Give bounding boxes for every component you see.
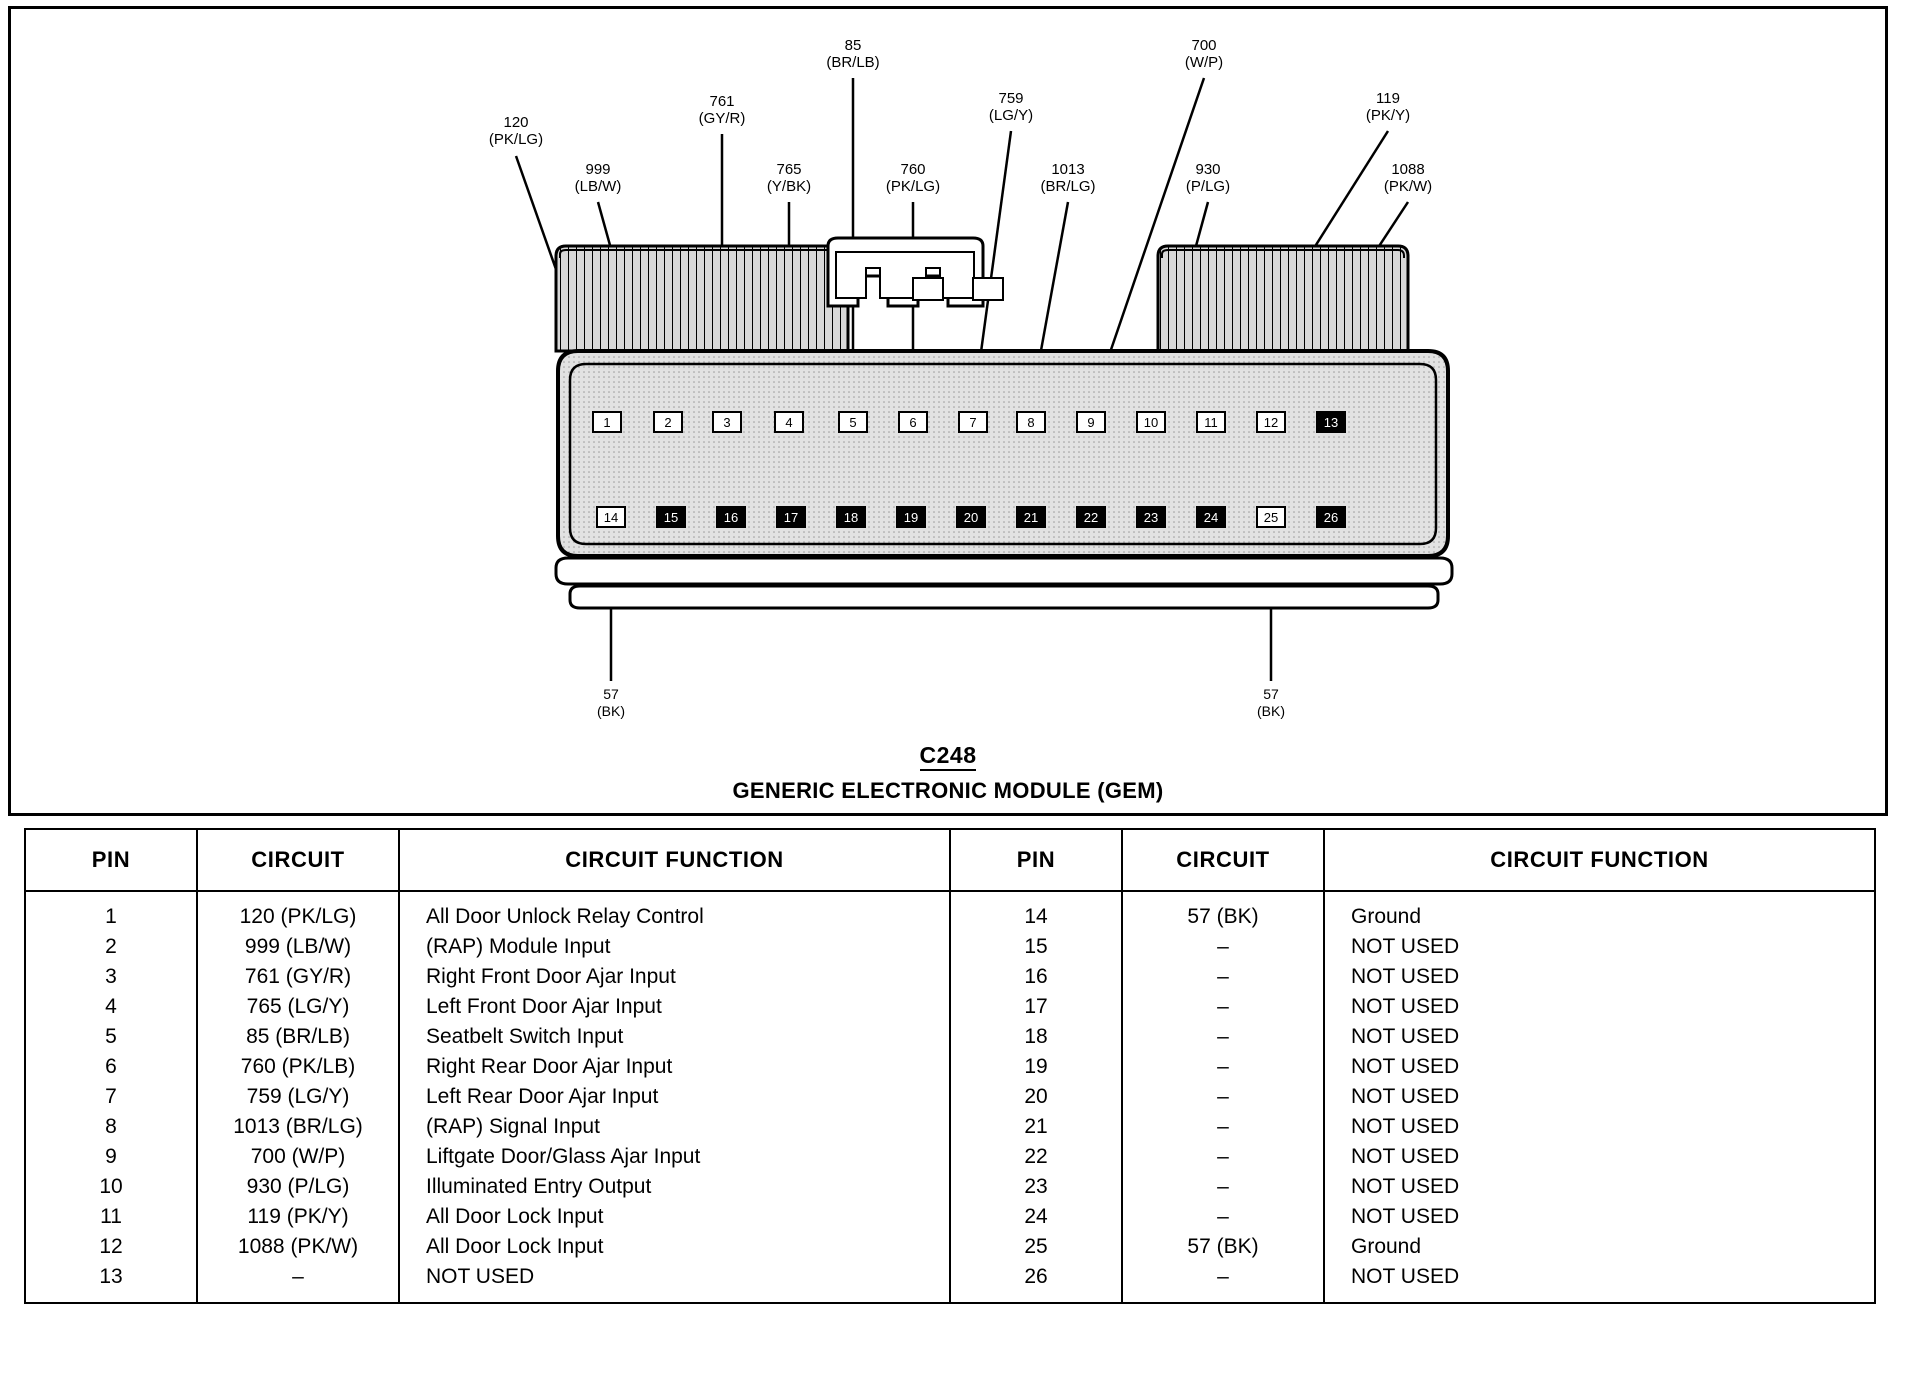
pin-box-17[interactable]: 17 <box>776 506 806 528</box>
cell-circuit-left: 759 (LG/Y) <box>197 1082 399 1112</box>
table-row <box>25 1082 1875 1112</box>
cell-function-right: NOT USED <box>1324 1022 1875 1052</box>
table-row <box>25 1262 1875 1303</box>
pin-box-22[interactable]: 22 <box>1076 506 1106 528</box>
table-row <box>25 1232 1875 1262</box>
cell-function-left: (RAP) Module Input <box>399 932 950 962</box>
callout-1088: 1088 (PK/W) <box>1383 161 1433 195</box>
table-row <box>25 932 1875 962</box>
pin-box-5[interactable]: 5 <box>838 411 868 433</box>
header-function-right: CIRCUIT FUNCTION <box>1324 829 1875 891</box>
cell-function-left: Right Front Door Ajar Input <box>399 962 950 992</box>
connector-id-text: C248 <box>920 742 977 771</box>
pin-box-7[interactable]: 7 <box>958 411 988 433</box>
pin-box-8[interactable]: 8 <box>1016 411 1046 433</box>
table-row <box>25 891 1875 932</box>
callout-85: 85 (BR/LB) <box>826 37 880 71</box>
pin-box-14[interactable]: 14 <box>596 506 626 528</box>
cell-pin-left: 1 <box>25 891 197 932</box>
cell-function-left: Liftgate Door/Glass Ajar Input <box>399 1142 950 1172</box>
callout-999: 999 (LB/W) <box>574 161 622 195</box>
pin-box-3[interactable]: 3 <box>712 411 742 433</box>
cell-pin-right: 14 <box>950 891 1122 932</box>
cell-circuit-right: – <box>1122 1052 1324 1082</box>
callout-119: 119 (PK/Y) <box>1365 90 1411 124</box>
table-row <box>25 1202 1875 1232</box>
pin-table-wrapper <box>24 828 1876 1304</box>
cell-circuit-right: – <box>1122 1142 1324 1172</box>
pin-box-21[interactable]: 21 <box>1016 506 1046 528</box>
pin-box-9[interactable]: 9 <box>1076 411 1106 433</box>
cell-circuit-right: – <box>1122 1202 1324 1232</box>
cell-circuit-right: – <box>1122 1172 1324 1202</box>
cell-circuit-left: 1088 (PK/W) <box>197 1232 399 1262</box>
cell-function-left: Illuminated Entry Output <box>399 1172 950 1202</box>
header-circuit-left: CIRCUIT <box>197 829 399 891</box>
pin-box-1[interactable]: 1 <box>592 411 622 433</box>
pin-box-25[interactable]: 25 <box>1256 506 1286 528</box>
pin-box-10[interactable]: 10 <box>1136 411 1166 433</box>
cell-pin-left: 8 <box>25 1112 197 1142</box>
cell-function-right: Ground <box>1324 891 1875 932</box>
cell-pin-right: 15 <box>950 932 1122 962</box>
cell-function-right: NOT USED <box>1324 932 1875 962</box>
callout-57-right: 57 (BK) <box>1257 686 1285 719</box>
table-row <box>25 1052 1875 1082</box>
cell-circuit-right: – <box>1122 962 1324 992</box>
cell-pin-left: 3 <box>25 962 197 992</box>
connector-body <box>556 351 1452 608</box>
cell-function-right: Ground <box>1324 1232 1875 1262</box>
cell-circuit-right: – <box>1122 992 1324 1022</box>
callout-930: 930 (P/LG) <box>1185 161 1231 195</box>
pin-box-23[interactable]: 23 <box>1136 506 1166 528</box>
cell-pin-right: 26 <box>950 1262 1122 1303</box>
pin-box-4[interactable]: 4 <box>774 411 804 433</box>
pin-box-26[interactable]: 26 <box>1316 506 1346 528</box>
cell-pin-left: 10 <box>25 1172 197 1202</box>
cell-circuit-left: 930 (P/LG) <box>197 1172 399 1202</box>
pin-box-18[interactable]: 18 <box>836 506 866 528</box>
cell-pin-left: 12 <box>25 1232 197 1262</box>
cell-pin-left: 9 <box>25 1142 197 1172</box>
cell-circuit-right: – <box>1122 1082 1324 1112</box>
cell-pin-right: 21 <box>950 1112 1122 1142</box>
cell-function-left: Left Front Door Ajar Input <box>399 992 950 1022</box>
cell-circuit-left: 765 (LG/Y) <box>197 992 399 1022</box>
cell-pin-right: 25 <box>950 1232 1122 1262</box>
callout-1013: 1013 (BR/LG) <box>1040 161 1096 195</box>
cell-circuit-right: – <box>1122 932 1324 962</box>
pin-table <box>24 828 1876 1304</box>
cell-function-right: NOT USED <box>1324 1112 1875 1142</box>
pin-box-12[interactable]: 12 <box>1256 411 1286 433</box>
cell-function-left: Seatbelt Switch Input <box>399 1022 950 1052</box>
cell-function-right: NOT USED <box>1324 1202 1875 1232</box>
pin-box-6[interactable]: 6 <box>898 411 928 433</box>
cell-pin-left: 7 <box>25 1082 197 1112</box>
connector-upper-shell <box>556 238 1408 351</box>
cell-circuit-left: 1013 (BR/LG) <box>197 1112 399 1142</box>
cell-circuit-left: 999 (LB/W) <box>197 932 399 962</box>
cell-function-left: Right Rear Door Ajar Input <box>399 1052 950 1082</box>
cell-circuit-right: – <box>1122 1022 1324 1052</box>
header-pin-right: PIN <box>950 829 1122 891</box>
pin-table-head <box>25 829 1875 891</box>
table-row <box>25 992 1875 1022</box>
table-row <box>25 962 1875 992</box>
cell-function-right: NOT USED <box>1324 1172 1875 1202</box>
cell-circuit-right: – <box>1122 1262 1324 1303</box>
cell-circuit-left: 760 (PK/LB) <box>197 1052 399 1082</box>
callout-759: 759 (LG/Y) <box>988 90 1034 124</box>
connector-name-caption: GENERIC ELECTRONIC MODULE (GEM) <box>732 778 1164 803</box>
pin-box-15[interactable]: 15 <box>656 506 686 528</box>
connector-drawing-svg <box>8 6 1888 816</box>
cell-circuit-right: 57 (BK) <box>1122 1232 1324 1262</box>
table-row <box>25 1172 1875 1202</box>
header-pin-left: PIN <box>25 829 197 891</box>
cell-circuit-left: 700 (W/P) <box>197 1142 399 1172</box>
cell-pin-right: 24 <box>950 1202 1122 1232</box>
callout-760: 760 (PK/LG) <box>885 161 941 195</box>
cell-pin-right: 18 <box>950 1022 1122 1052</box>
connector-id-caption <box>8 742 1888 769</box>
cell-function-right: NOT USED <box>1324 1082 1875 1112</box>
cell-pin-right: 16 <box>950 962 1122 992</box>
cell-function-right: NOT USED <box>1324 1142 1875 1172</box>
pin-box-20[interactable]: 20 <box>956 506 986 528</box>
cell-function-left: (RAP) Signal Input <box>399 1112 950 1142</box>
header-circuit-right: CIRCUIT <box>1122 829 1324 891</box>
pin-box-13[interactable]: 13 <box>1316 411 1346 433</box>
cell-pin-right: 23 <box>950 1172 1122 1202</box>
cell-circuit-left: 120 (PK/LG) <box>197 891 399 932</box>
connector-diagram <box>8 6 1888 816</box>
table-header-row <box>25 829 1875 891</box>
cell-circuit-left: 85 (BR/LB) <box>197 1022 399 1052</box>
cell-circuit-left: – <box>197 1262 399 1303</box>
pin-box-19[interactable]: 19 <box>896 506 926 528</box>
cell-function-right: NOT USED <box>1324 992 1875 1022</box>
cell-pin-right: 17 <box>950 992 1122 1022</box>
table-row <box>25 1022 1875 1052</box>
cell-circuit-right: 57 (BK) <box>1122 891 1324 932</box>
pin-table-body <box>25 891 1875 1303</box>
cell-circuit-left: 761 (GY/R) <box>197 962 399 992</box>
callout-57-left: 57 (BK) <box>597 686 625 719</box>
callout-765: 765 (Y/BK) <box>766 161 812 195</box>
cell-function-left: NOT USED <box>399 1262 950 1303</box>
cell-pin-left: 6 <box>25 1052 197 1082</box>
cell-pin-right: 22 <box>950 1142 1122 1172</box>
cell-circuit-left: 119 (PK/Y) <box>197 1202 399 1232</box>
pin-box-11[interactable]: 11 <box>1196 411 1226 433</box>
cell-function-left: All Door Unlock Relay Control <box>399 891 950 932</box>
pin-box-2[interactable]: 2 <box>653 411 683 433</box>
cell-pin-left: 11 <box>25 1202 197 1232</box>
callout-120: 120 (PK/LG) <box>488 114 544 148</box>
callout-700: 700 (W/P) <box>1184 37 1224 71</box>
cell-function-left: Left Rear Door Ajar Input <box>399 1082 950 1112</box>
cell-pin-right: 19 <box>950 1052 1122 1082</box>
callout-761: 761 (GY/R) <box>698 93 746 127</box>
cell-pin-right: 20 <box>950 1082 1122 1112</box>
cell-pin-left: 5 <box>25 1022 197 1052</box>
table-row <box>25 1112 1875 1142</box>
cell-function-right: NOT USED <box>1324 962 1875 992</box>
table-row <box>25 1142 1875 1172</box>
cell-pin-left: 2 <box>25 932 197 962</box>
cell-function-right: NOT USED <box>1324 1262 1875 1303</box>
cell-circuit-right: – <box>1122 1112 1324 1142</box>
cell-function-left: All Door Lock Input <box>399 1202 950 1232</box>
header-function-left: CIRCUIT FUNCTION <box>399 829 950 891</box>
pin-box-16[interactable]: 16 <box>716 506 746 528</box>
pin-box-24[interactable]: 24 <box>1196 506 1226 528</box>
cell-pin-left: 4 <box>25 992 197 1022</box>
cell-pin-left: 13 <box>25 1262 197 1303</box>
cell-function-left: All Door Lock Input <box>399 1232 950 1262</box>
cell-function-right: NOT USED <box>1324 1052 1875 1082</box>
